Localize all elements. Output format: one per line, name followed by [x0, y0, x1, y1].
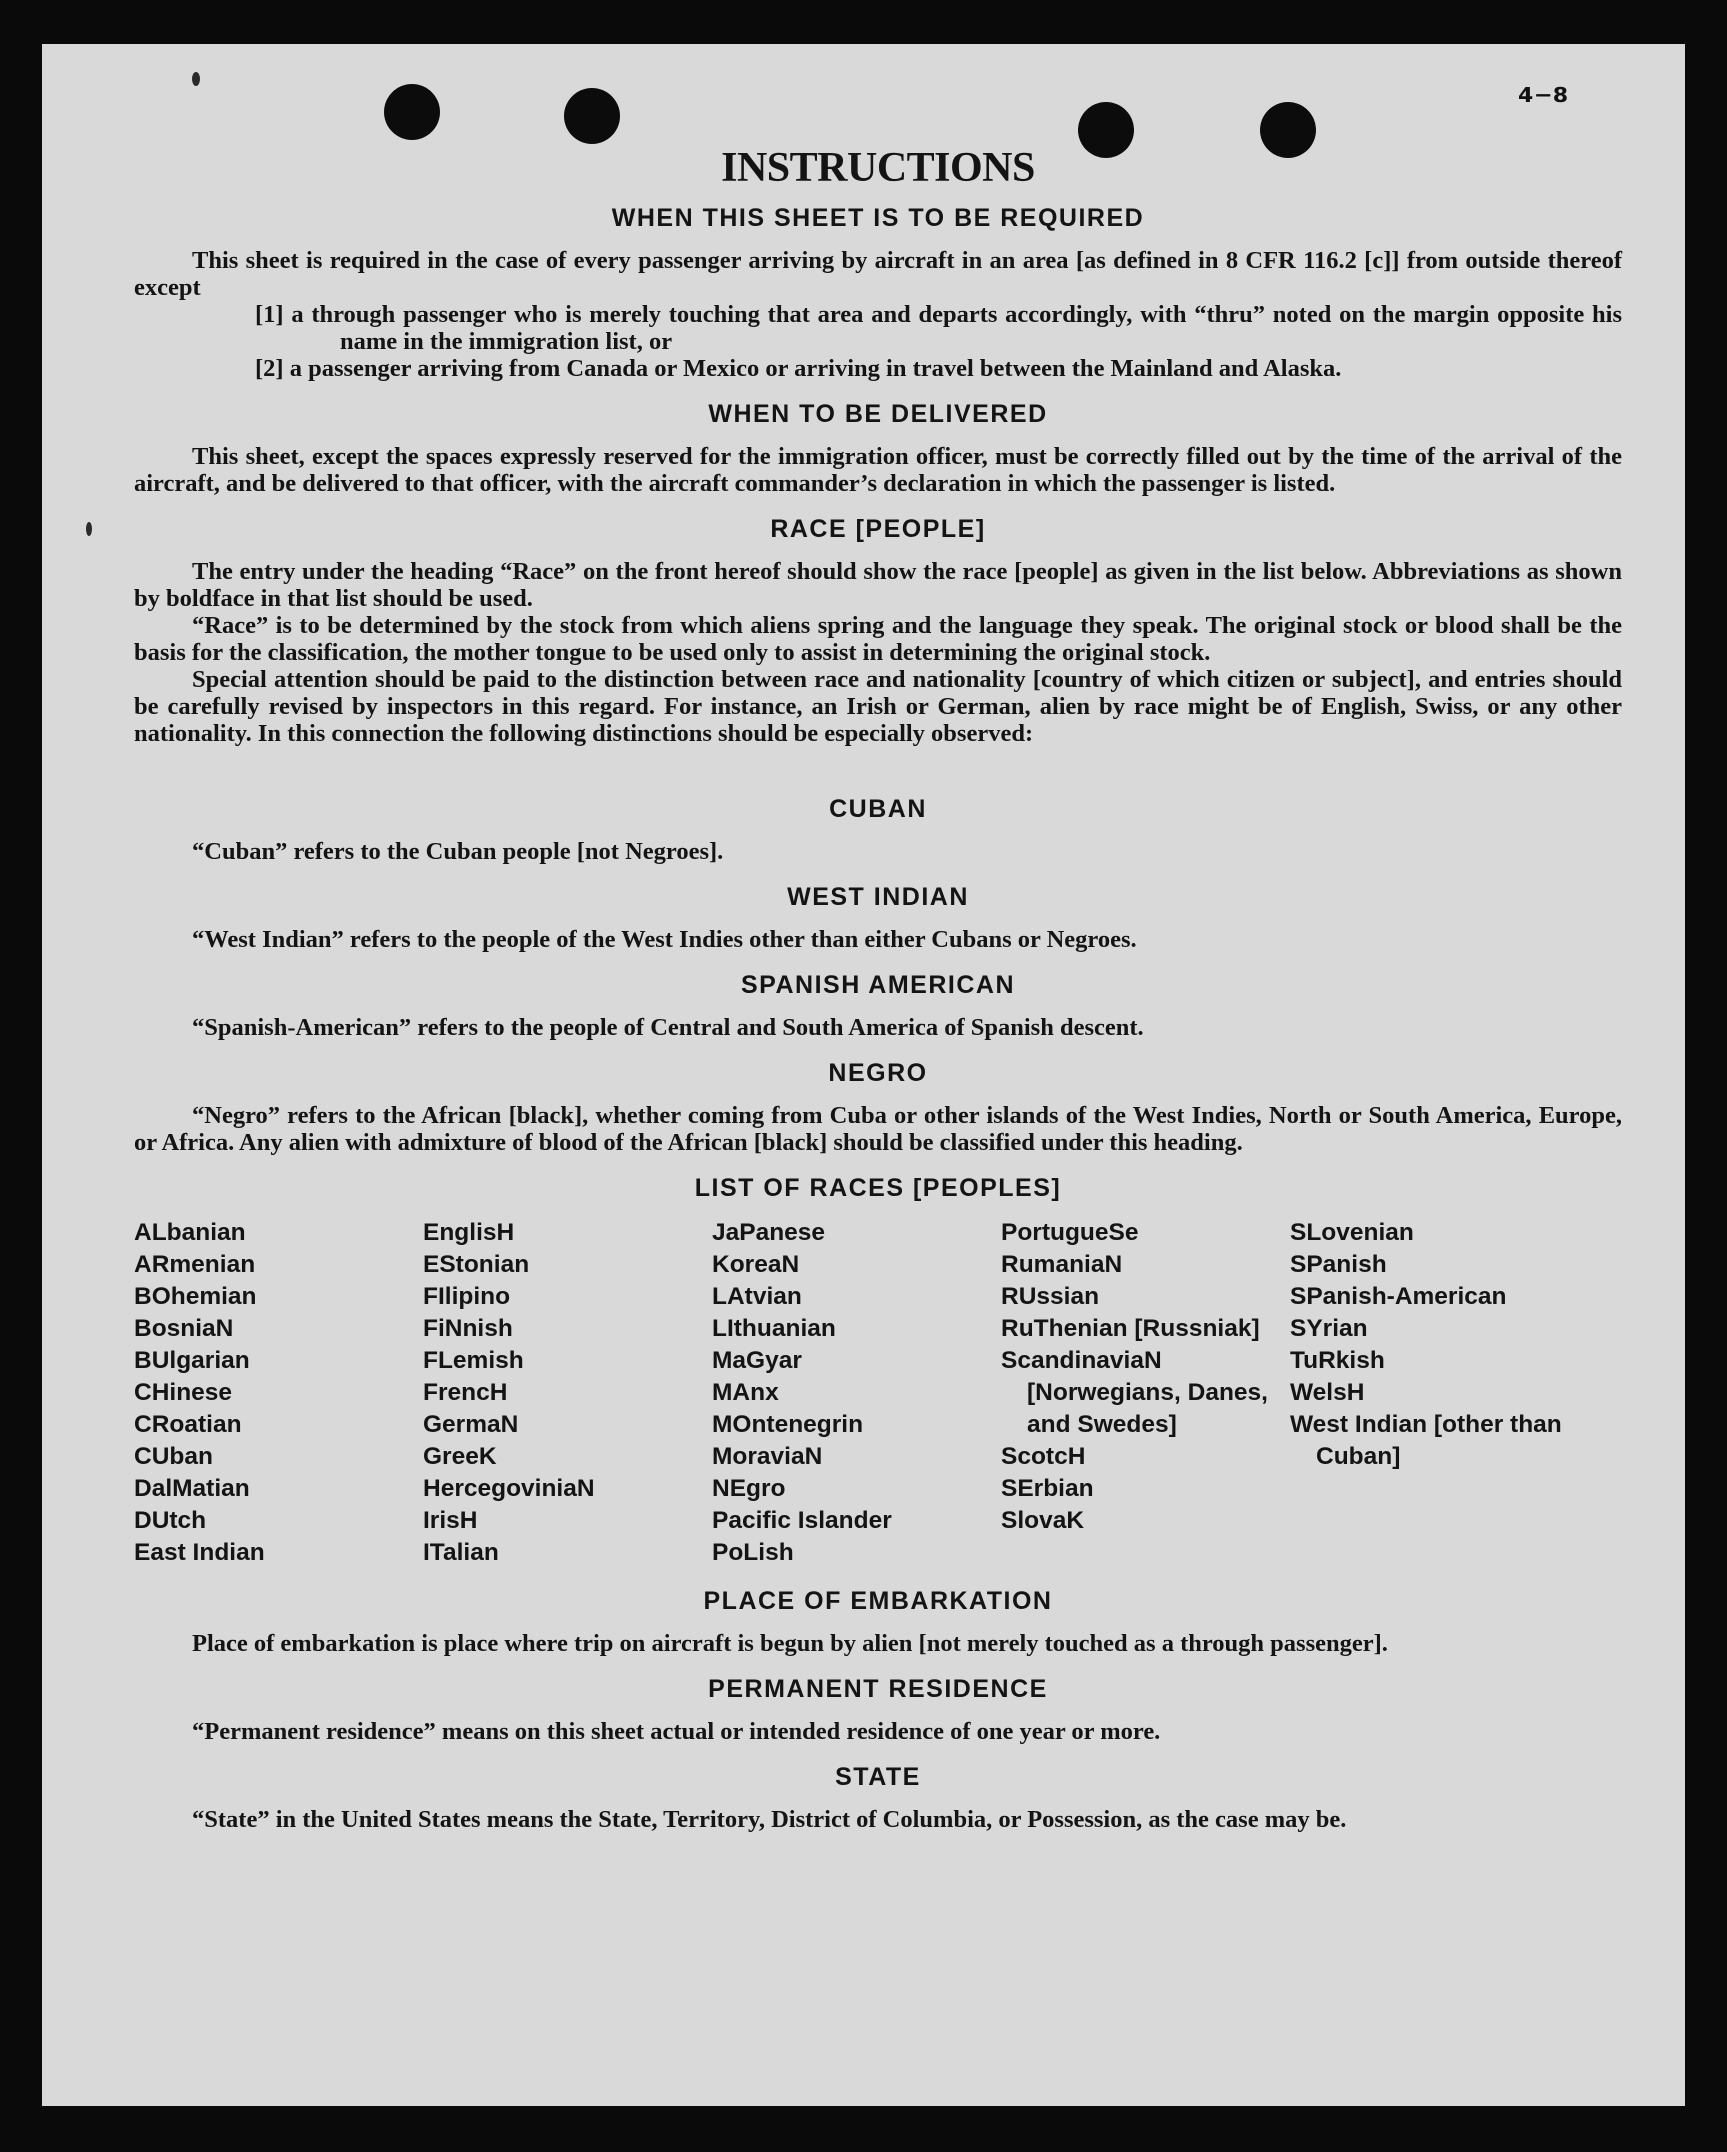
heading-west-indian: WEST INDIAN [787, 883, 969, 911]
punch-hole-1 [384, 84, 440, 140]
instructions-content [134, 144, 1622, 1833]
heading-cuban: CUBAN [829, 795, 927, 823]
race-item: BOhemian [134, 1283, 257, 1310]
race-item: DUtch [134, 1507, 207, 1534]
race-item: MoraviaN [712, 1443, 823, 1470]
punch-hole-2 [564, 88, 620, 144]
race-item: LIthuanian [712, 1315, 836, 1342]
document-sheet [42, 44, 1685, 2106]
heading-negro: NEGRO [828, 1059, 928, 1087]
corner-handwritten-mark: ₄₋₈ [1518, 70, 1569, 111]
race-item: MAnx [712, 1379, 779, 1406]
heading-when-delivered: WHEN TO BE DELIVERED [708, 400, 1048, 428]
race-item: SErbian [1001, 1475, 1094, 1502]
race-item: HercegoviniaN [423, 1475, 595, 1502]
race-item: ScandinaviaN [Norwegians, Danes, and Swedes] [1001, 1347, 1268, 1438]
race-item: FLemish [423, 1347, 524, 1374]
race-paragraph-3: Special attention should be paid to the distinction between race and nationality [country of which citizen or subject], and entries should be carefully revised by inspectors in this regard. For instance, an Irish or German, alien by race might be of English, Swiss, or any other nationality. In this connection the following distinctions should be especially observed: [134, 666, 1622, 747]
race-item: PoLish [712, 1539, 794, 1566]
heading-spanish-american: SPANISH AMERICAN [740, 971, 1015, 999]
race-item: East Indian [134, 1539, 265, 1566]
race-item: SLovenian [1290, 1219, 1414, 1246]
race-item: MaGyar [712, 1347, 802, 1374]
race-item: FIlipino [423, 1283, 511, 1310]
race-item: SPanish [1290, 1251, 1387, 1278]
race-item: ITalian [423, 1539, 499, 1566]
races-column-2 [423, 1217, 712, 1569]
race-item: IrisH [423, 1507, 478, 1534]
race-item: NEgro [712, 1475, 786, 1502]
state-text: “State” in the United States means the State, Territory, District of Columbia, or Possession, as the case may be. [192, 1806, 1347, 1833]
negro-text: “Negro” refers to the African [black], whether coming from Cuba or other islands of the West Indies, North or South America, Europe, or Africa. Any alien with admixture of blood of the African [black] should be classified under this heading. [134, 1102, 1622, 1156]
race-item: GreeK [423, 1443, 497, 1470]
race-paragraph-1: The entry under the heading “Race” on the front hereof should show the race [people] as given in the list below. Abbreviations as shown by boldface in that list should be used. [134, 558, 1622, 612]
race-item: RuThenian [Russniak] [1001, 1315, 1260, 1342]
race-item: EStonian [423, 1251, 530, 1278]
race-item: FiNnish [423, 1315, 513, 1342]
permanent-residence-text: “Permanent residence” means on this sheet actual or intended residence of one year or more. [192, 1718, 1161, 1745]
heading-embarkation: PLACE OF EMBARKATION [703, 1587, 1053, 1615]
race-paragraph-2: “Race” is to be determined by the stock from which aliens spring and the language they speak. The original stock or blood shall be the basis for the classification, the mother tongue to be used only to assist in determining the original stock. [134, 612, 1622, 666]
race-item: TuRkish [1290, 1347, 1385, 1374]
exception-item-1: [1] a through passenger who is merely touching that area and departs accordingly, with “thru” noted on the margin opposite his name in the immigration list, or [255, 301, 1622, 355]
races-column-4 [1001, 1217, 1290, 1569]
ink-speck [86, 522, 92, 536]
race-item: ScotcH [1001, 1443, 1086, 1470]
race-item: FrencH [423, 1379, 508, 1406]
race-item: CRoatian [134, 1411, 242, 1438]
embarkation-text: Place of embarkation is place where trip on aircraft is begun by alien [not merely touched as a through passenger]. [192, 1630, 1388, 1657]
race-item: CUban [134, 1443, 213, 1470]
cuban-text: “Cuban” refers to the Cuban people [not Negroes]. [192, 838, 724, 865]
race-item: BUlgarian [134, 1347, 250, 1374]
heading-permanent-residence: PERMANENT RESIDENCE [708, 1675, 1048, 1703]
when-required-intro: This sheet is required in the case of every passenger arriving by aircraft in an area [as defined in 8 CFR 116.2 [c]] from outside thereof except [134, 247, 1622, 301]
west-indian-text: “West Indian” refers to the people of the West Indies other than either Cubans or Negroes. [192, 926, 1137, 953]
race-item: BosniaN [134, 1315, 234, 1342]
heading-race: RACE [PEOPLE] [770, 515, 986, 543]
race-item: ARmenian [134, 1251, 256, 1278]
race-item: West Indian [other than Cuban] [1290, 1411, 1562, 1470]
race-item: MOntenegrin [712, 1411, 864, 1438]
race-item: RumaniaN [1001, 1251, 1123, 1278]
race-item: GermaN [423, 1411, 519, 1438]
race-item: RUssian [1001, 1283, 1100, 1310]
race-item: SlovaK [1001, 1507, 1085, 1534]
spacer [134, 747, 1622, 777]
race-item: CHinese [134, 1379, 233, 1406]
race-item: WelsH [1290, 1379, 1365, 1406]
race-item: Pacific Islander [712, 1507, 892, 1534]
race-item: SYrian [1290, 1315, 1368, 1342]
race-item: JaPanese [712, 1219, 826, 1246]
races-column-5 [1290, 1217, 1622, 1569]
heading-when-required: WHEN THIS SHEET IS TO BE REQUIRED [611, 204, 1145, 232]
spanish-american-text: “Spanish-American” refers to the people of Central and South America of Spanish descent. [192, 1014, 1144, 1041]
race-item: SPanish-American [1290, 1283, 1507, 1310]
race-item: DalMatian [134, 1475, 250, 1502]
race-item: ALbanian [134, 1219, 246, 1246]
exception-item-2: [2] a passenger arriving from Canada or Mexico or arriving in travel between the Mainland and Alaska. [255, 355, 1342, 382]
races-column-1 [134, 1217, 423, 1569]
page-title: INSTRUCTIONS [721, 145, 1035, 191]
heading-list-of-races: LIST OF RACES [PEOPLES] [694, 1174, 1062, 1202]
race-item: LAtvian [712, 1283, 802, 1310]
race-item: PortugueSe [1001, 1219, 1139, 1246]
races-column-3 [712, 1217, 1001, 1569]
race-item: KoreaN [712, 1251, 800, 1278]
ink-speck [192, 72, 200, 86]
heading-state: STATE [835, 1763, 921, 1791]
when-delivered-text: This sheet, except the spaces expressly reserved for the immigration officer, must be correctly filled out by the time of the arrival of the aircraft, and be delivered to that officer, with the aircraft commander’s declaration in which the passenger is listed. [134, 443, 1622, 497]
race-item: EnglisH [423, 1219, 515, 1246]
races-list [134, 1217, 1622, 1569]
